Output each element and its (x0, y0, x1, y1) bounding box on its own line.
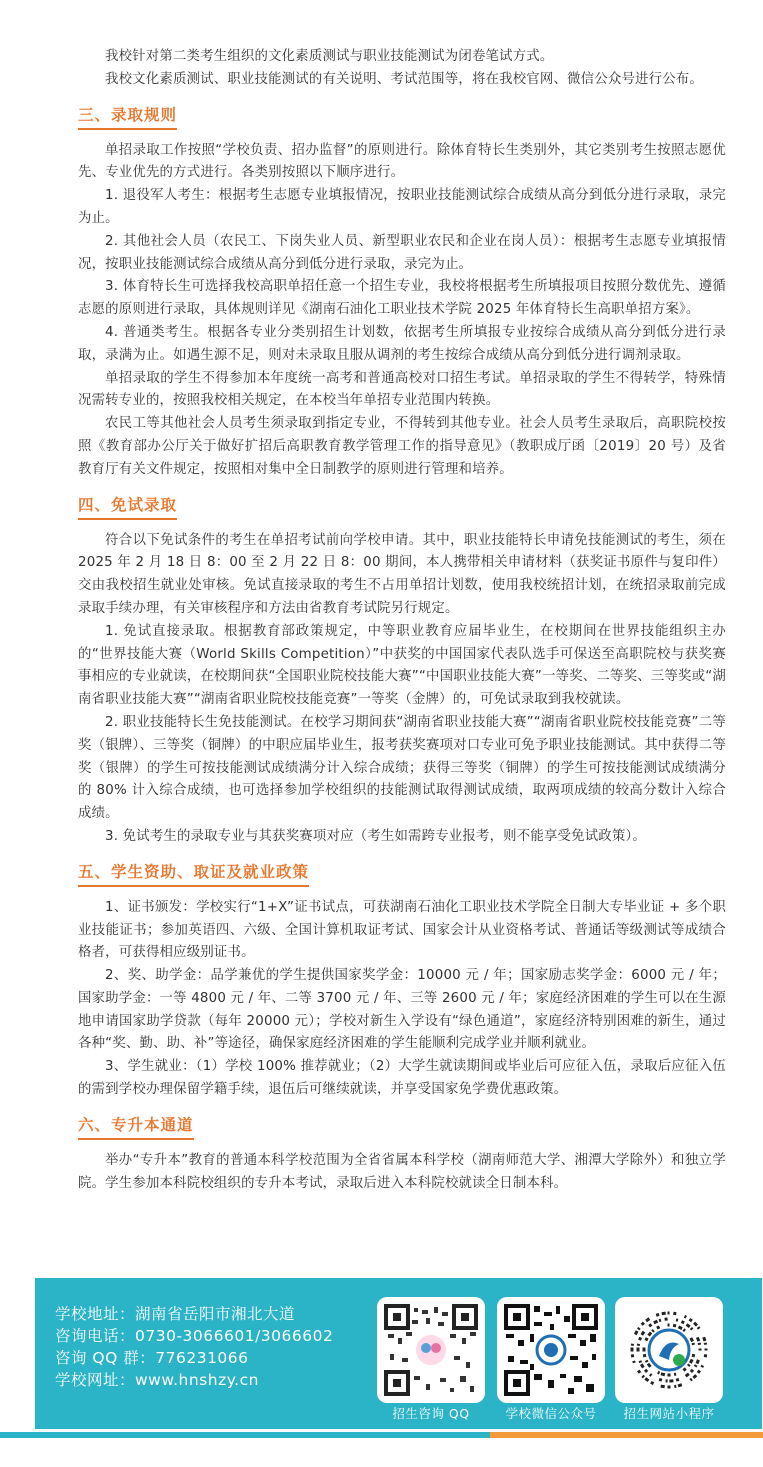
school-address: 学校地址：湖南省岳阳市湘北大道 (55, 1305, 296, 1323)
section-paragraph: 3. 免试考生的录取专业与其获奖赛项对应（考生如需跨专业报考，则不能享受免试政策）。 (105, 828, 646, 844)
contact-footer (35, 1278, 762, 1429)
section-paragraph: 符合以下免试条件的考生在单招考试前向学校申请。其中，职业技能特长申请免技能测试的考生，须在 2025 年 2 月 18 日 8：00 至 2 月 22 日 8：00 期间，本人携带相关申请材料（获奖证书原件与复印件）交由我校招生就业处审核。免试直接录取的考生不占用单招计划数，使用我校统招计划，在统招录取前完成录取手续办理，有关审核程序和方法由省教育考试院另行规定。 (78, 532, 726, 616)
section-paragraph: 2、奖、助学金：品学兼优的学生提供国家奖学金：10000 元 / 年；国家励志奖学金：6000 元 / 年；国家助学金：一等 4800 元 / 年、二等 3700 元 / 年、三等 2600 元 / 年；家庭经济困难的学生可以在生源地申请国家助学贷款（每年 20000 元）；学校对新生入学设有“绿色通道”，家庭经济特别困难的新生，通过各种“奖、勤、助、补”等途径，确保家庭经济困难的学生能顺利完成学业并顺利就业。 (78, 968, 726, 1052)
section-paragraph: 2. 其他社会人员（农民工、下岗失业人员、新型职业农民和企业在岗人员）：根据考生志愿专业填报情况，按职业技能测试综合成绩从高分到低分进行录取，录完为止。 (78, 233, 726, 272)
school-website[interactable]: 学校网址：www.hnshzy.cn (55, 1371, 259, 1389)
section-heading-upgrade-channel: 六、专升本通道 (78, 1112, 194, 1140)
mini-program-code-icon[interactable] (615, 1297, 723, 1403)
intro-paragraph: 我校文化素质测试、职业技能测试的有关说明、考试范围等，将在我校官网、微信公众号进行公布。 (105, 71, 703, 87)
section-heading-exempt-admission: 四、免试录取 (78, 492, 177, 520)
section-paragraph: 3、学生就业：（1）学校 100% 推荐就业；（2）大学生就读期间或毕业后可应征入伍，录取后应征入伍的需到学校办理保留学籍手续，退伍后可继续就读，并享受国家免学费优惠政策。 (78, 1059, 726, 1098)
section-paragraph: 单招录取工作按照“学校负责、招办监督”的原则进行。除体育特长生类别外，其它类别考生按照志愿优先、专业优先的方式进行。各类别按照以下顺序进行。 (78, 142, 726, 181)
section-heading-admission-rules: 三、录取规则 (78, 102, 177, 130)
bottom-bar-teal (0, 1432, 490, 1438)
section-paragraph: 农民工等其他社会人员考生须录取到指定专业，不得转到其他专业。社会人员考生录取后，高职院校按照《教育部办公厅关于做好扩招后高职教育教学管理工作的指导意见》（教职成厅函〔2019〕20 号）及省教育厅有关文件规定，按照相对集中全日制教学的原则进行管理和培养。 (78, 416, 726, 477)
section-paragraph: 1. 免试直接录取。根据教育部政策规定，中等职业教育应届毕业生，在校期间在世界技能组织主办的“世界技能大赛（World Skills Competition）”中获奖的中国国家代表队选手可保送至高职院校与获奖赛事相应的专业就读，在校期间获“全国职业院校技能大赛”“中国职业技能大赛”一等奖、二等奖、三等奖或“湖南省职业技能大赛”“湖南省职业院校技能竞赛”一等奖（金牌）的，可免试录取到我校就读。 (78, 623, 726, 708)
qq-qr-label: 招生咨询 QQ (392, 1406, 470, 1421)
section-paragraph: 1、证书颁发：学校实行“1+X”证书试点，可获湖南石油化工职业技术学院全日制大专毕业证 + 多个职业技能证书；参加英语四、六级、全国计算机取证考试、国家会计从业资格考试、普通话等级测试等成绩合格者，可获得相应级别证书。 (78, 899, 726, 961)
intro-paragraph: 我校针对第二类考生组织的文化素质测试与职业技能测试为闭卷笔试方式。 (105, 49, 554, 64)
wechat-qr-label: 学校微信公众号 (505, 1406, 597, 1421)
section-paragraph: 2. 职业技能特长生免技能测试。在校学习期间获“湖南省职业技能大赛”“湖南省职业院校技能竞赛”二等奖（银牌）、三等奖（铜牌）的中职应届毕业生，报考获奖赛项对口专业可免予职业技能测试。其中获得二等奖（银牌）的学生可按技能测试成绩满分计入综合成绩；获得三等奖（铜牌）的学生可按技能测试成绩满分的 80% 计入综合成绩，也可选择参加学校组织的技能测试取得测试成绩，取两项成绩的较高分数计入综合成绩。 (78, 714, 726, 822)
section-paragraph: 4. 普通类考生。根据各专业分类别招生计划数，依据考生所填报专业按综合成绩从高分到低分进行录取，录满为止。如遇生源不足，则对未录取且服从调剂的考生按综合成绩从高分到低分进行调剂录取。 (78, 324, 726, 363)
section-paragraph: 1. 退役军人考生：根据考生志愿专业填报情况，按职业技能测试综合成绩从高分到低分进行录取，录完为止。 (78, 188, 726, 226)
bottom-bar-orange (490, 1432, 763, 1438)
mini-program-qr-label: 招生网站小程序 (623, 1406, 715, 1421)
wechat-qr-code-icon[interactable] (497, 1297, 605, 1403)
consult-phone: 咨询电话：0730-3066601/3066602 (55, 1327, 334, 1345)
section-paragraph: 举办“专升本”教育的普通本科学校范围为全省省属本科学校（湖南师范大学、湘潭大学除外）和独立学院。学生参加本科院校组织的专升本考试，录取后进入本科院校就读全日制本科。 (78, 1152, 726, 1191)
document-body (78, 46, 726, 1195)
qq-qr-code-icon[interactable] (377, 1297, 485, 1403)
section-paragraph: 3. 体育特长生可选择我校高职单招任意一个招生专业，我校将根据考生所填报项目按照分数优先、遵循志愿的原则进行录取，具体规则详见《湖南石油化工职业技术学院 2025 年体育特长生高职单招方案》。 (78, 279, 726, 318)
contact-info (55, 1303, 333, 1391)
section-paragraph: 单招录取的学生不得参加本年度统一高考和普通高校对口招生考试。单招录取的学生不得转学，特殊情况需转专业的，按照我校相关规定，在本校当年单招专业范围内转换。 (78, 370, 726, 409)
section-heading-student-aid: 五、学生资助、取证及就业政策 (78, 859, 309, 887)
qq-group: 咨询 QQ 群：776231066 (55, 1349, 249, 1367)
